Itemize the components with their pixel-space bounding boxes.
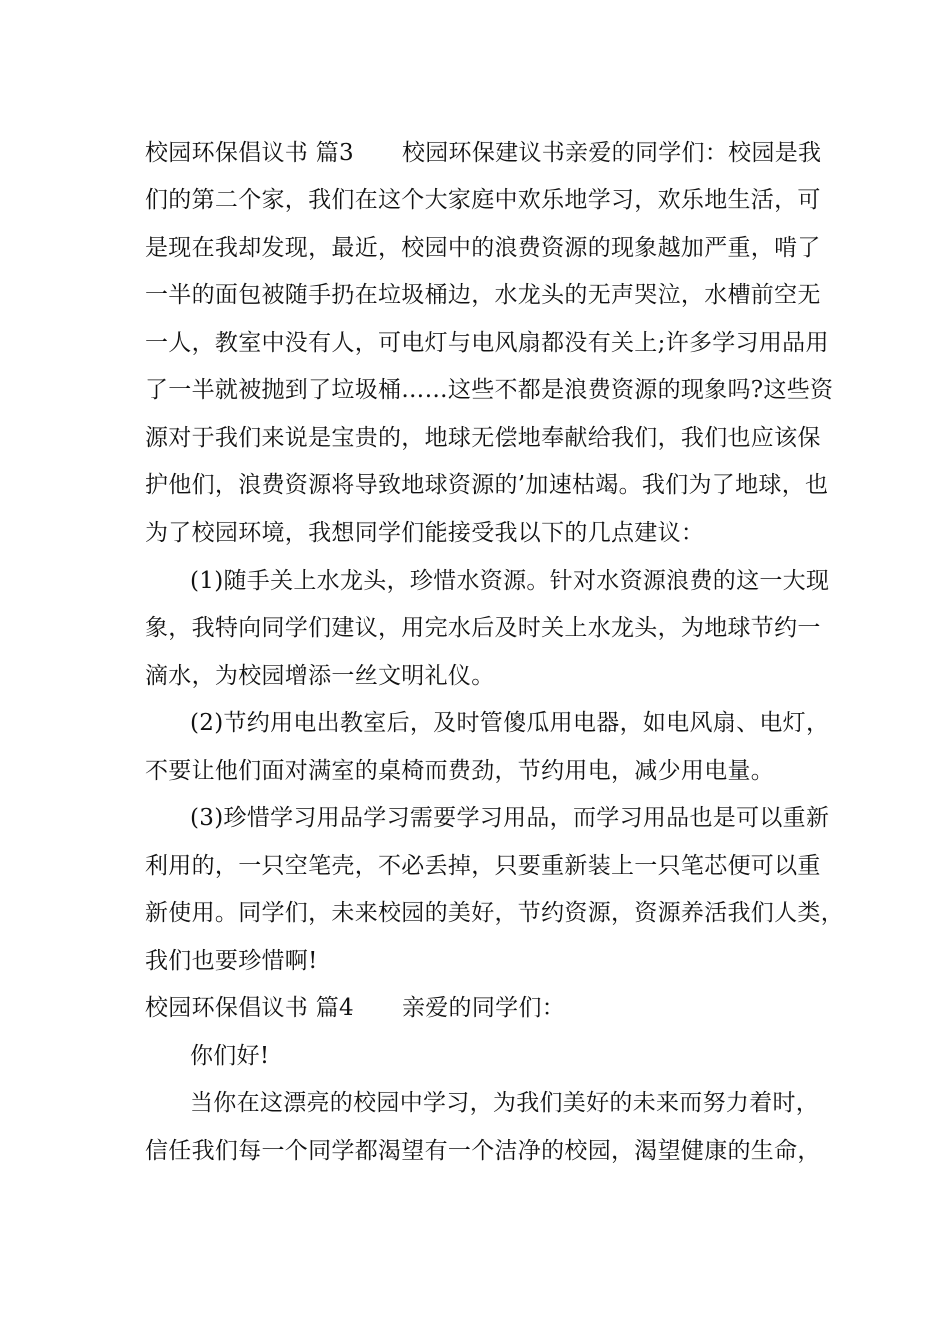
item1-line: 滴水，为校园增添一丝文明礼仪。 [145,663,495,689]
paragraph-line: 们的第二个家，我们在这个大家庭中欢乐地学习，欢乐地生活，可 [145,187,821,213]
item2-line: (2)节约用电出教室后，及时管傻瓜用电器，如电风扇、电灯， [190,710,830,736]
paragraph-line: 了一半就被抛到了垃圾桶……这些不都是浪费资源的现象吗?这些资 [145,377,834,403]
paragraph-line: 信任我们每一个同学都渴望有一个洁净的校园，渴望健康的生命， [145,1138,821,1164]
section3-first-line [145,138,845,168]
item3-line: 利用的，一只空笔壳，不必丢掉，只要重新装上一只笔芯便可以重 [145,853,821,879]
section3-heading: 校园环保倡议书 篇3 [145,140,354,166]
paragraph-line: 源对于我们来说是宝贵的，地球无偿地奉献给我们，我们也应该保 [145,425,821,451]
paragraph-line: 当你在这漂亮的校园中学习，为我们美好的未来而努力着时， [190,1090,820,1116]
item1-line: 象，我特向同学们建议，用完水后及时关上水龙头，为地球节约一 [145,615,821,641]
paragraph-line: 一人，教室中没有人，可电灯与电风扇都没有关上;许多学习用品用 [145,330,829,356]
item3-line: (3)珍惜学习用品学习需要学习用品，而学习用品也是可以重新 [190,805,830,831]
item1-line: (1)随手关上水龙头，珍惜水资源。针对水资源浪费的这一大现 [190,568,830,594]
section4-heading: 校园环保倡议书 篇4 [145,995,354,1021]
paragraph-line: 是现在我却发现，最近，校园中的浪费资源的现象越加严重，啃了 [145,235,821,261]
item3-line: 我们也要珍惜啊! [145,948,318,974]
section4-first-line [145,993,845,1023]
paragraph-line: 为了校园环境，我想同学们能接受我以下的几点建议： [145,520,705,546]
item3-line: 新使用。同学们，未来校园的美好，节约资源，资源养活我们人类， [145,900,844,926]
greeting-line: 你们好! [190,1043,270,1069]
paragraph-line: 一半的面包被随手扔在垃圾桶边，水龙头的无声哭泣，水槽前空无 [145,282,821,308]
section3-first-line-text: 校园环保建议书亲爱的同学们：校园是我 [401,140,822,166]
item2-line: 不要让他们面对满室的桌椅而费劲，节约用电，减少用电量。 [145,758,775,784]
section4-first-line-text: 亲爱的同学们： [401,995,566,1021]
paragraph-line: 护他们，浪费资源将导致地球资源的’加速枯竭。我们为了地球，也 [145,472,829,498]
